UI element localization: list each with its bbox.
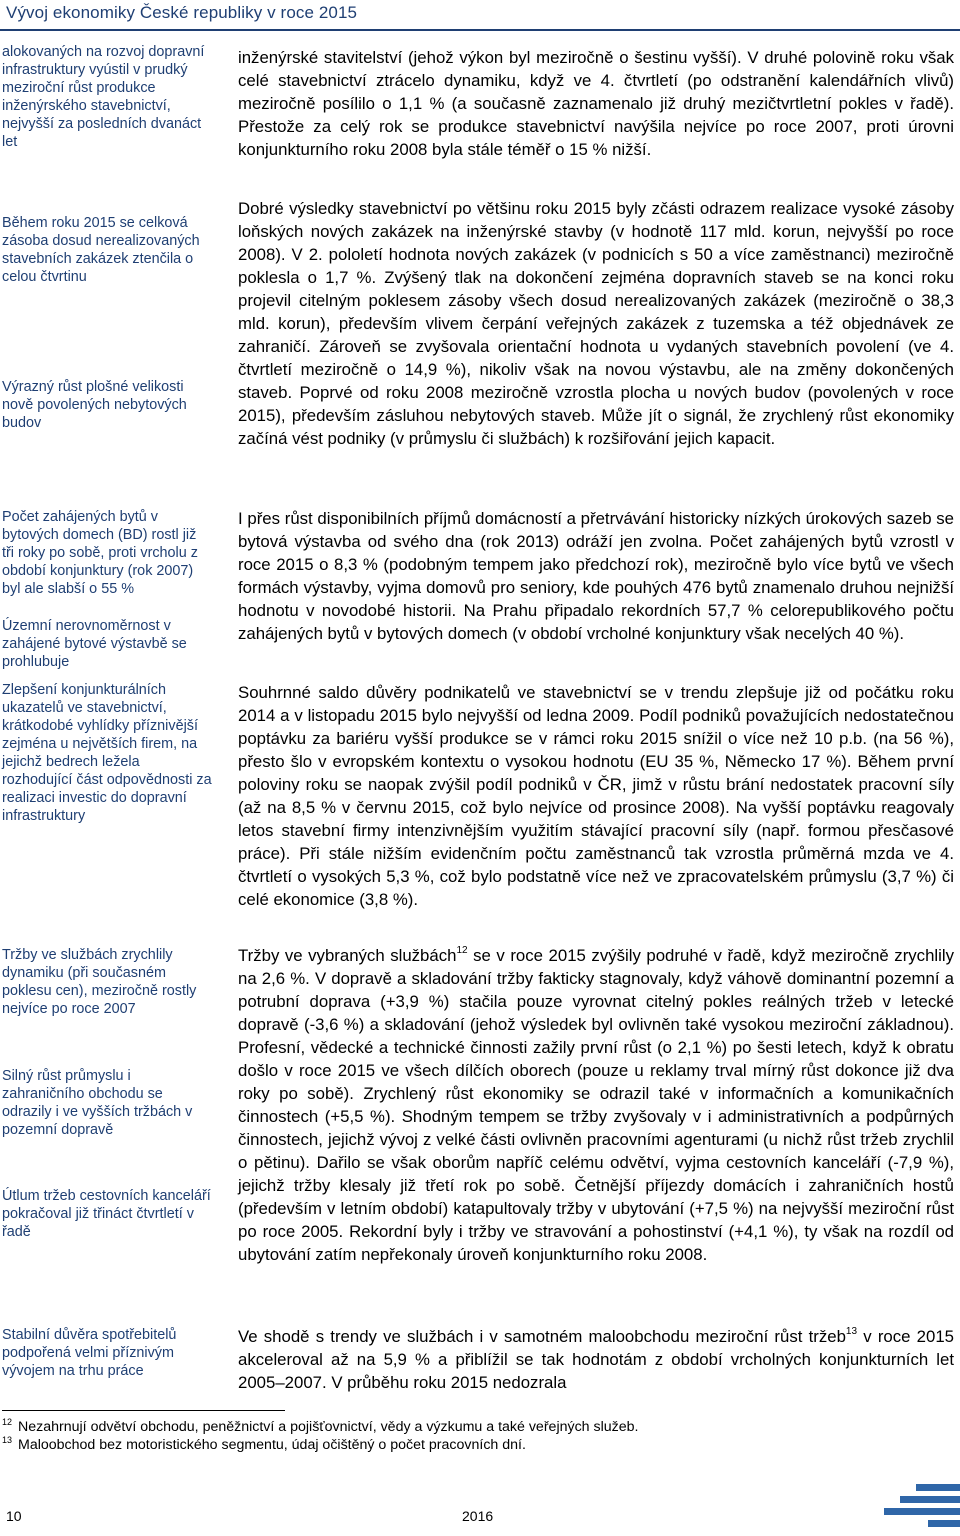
paragraph-services: [238, 944, 954, 1266]
paragraph-construction-orders: Dobré výsledky stavebnictví po většinu roku 2015 byly zčásti odrazem realizace vysoké zásoby loňských nových zakázek na inženýrské stavby (v hodnotě 117 mld. korun, nejvyšší po roce 2008). V 2. pololetí hodnota nových zakázek (v podnicích s 50 a více zaměstnanci) meziročně poklesla o 1,7 %. Zvýšený tlak na dokončení zejména dopravních staveb se na konci roku projevil citelným poklesem zásoby všech dosud nerealizovaných zakázek (meziročně o 38,3 mld. korun), především vlivem čerpání veřejných zakázek z tuzemska a též objednávek ze zahraničí. Zároveň se zvyšovala orientační hodnota u vydaných stavebních povolení (ve 4. čtvrtletí meziročně o 14,9 %), nikoliv však na novou výstavbu, ale na změny dokončených staveb. Poprvé od roku 2008 meziročně vzrostla plocha u nových budov (povolených v roce 2015), především zásluhou nebytových staveb. Může jít o signál, že zrychlený růst ekonomiky začíná vést podniky (v průmyslu či službách) k rozšiřování jejich kapacit.: [238, 199, 954, 448]
margin-note-land-transport: Silný růst průmyslu i zahraničního obchodu se odrazily i ve vyšších tržbách v pozemní dopravě: [2, 1068, 193, 1138]
footnote-text: Nezahrnují odvětví obchodu, peněžnictví a pojišťovnictví, vědy a výzkumu a také veřejných služeb.: [18, 1419, 639, 1435]
margin-note-regional-disparity: Územní nerovnoměrnost v zahájené bytové výstavbě se prohlubuje: [2, 618, 187, 670]
footnote-number: 12: [2, 1417, 13, 1427]
footnote-number: 13: [2, 1435, 13, 1445]
margin-note-nonresidential: Výrazný růst plošné velikosti nově povolených nebytových budov: [2, 379, 187, 431]
footer-year: 2016: [462, 1508, 494, 1524]
header-rule: [0, 29, 960, 31]
paragraph-housing: I přes růst disponibilních příjmů domácností a přetrvávání historicky nízkých úrokových sazeb se bytová výstavba od svého dna (rok 2013) odráží jen zvolna. Počet zahájených bytů vzrostl v roce 2015 o 8,3 % (podobným tempem jako předchozí rok), meziročně bylo více bytů ve všech formách výstavby, vyjma domovů pro seniory, kde pouhých 476 bytů znamenalo druhou nejnižší hodnotu v novodobé historii. Na Prahu připadalo rekordních 57,7 % celorepublikového počtu zahájených bytů v bytových domech (v období vrcholné konjunktury však necelých 40 %).: [238, 509, 954, 643]
paragraph-retail-text-end: v roce 2015 akceleroval až na 5,9 % a přiblížil se tak hodnotám z období vrcholných konjunkturních let 2005–2007. V průběhu roku 2015 nedozrala: [238, 1327, 955, 1392]
margin-note-travel-agencies: Útlum tržeb cestovních kanceláří pokračoval již třináct čtvrtletí v řadě: [2, 1188, 211, 1240]
margin-note-infrastructure: alokovaných na rozvoj dopravní infrastruktury vyústil v prudký meziroční růst produkce inženýrského stavebnictví, nejvyšší za posledních dvanáct let: [2, 44, 205, 150]
margin-note-dwellings-started: Počet zahájených bytů v bytových domech (BD) rostl již tři roky po sobě, proti vrcholu z období konjunktury (rok 2007) byl ale slabší o 55 %: [2, 509, 198, 597]
running-header: Vývoj ekonomiky České republiky v roce 2015: [6, 3, 358, 22]
footnote-12: [2, 1418, 952, 1436]
margin-note-business-confidence: Zlepšení konjunkturálních ukazatelů ve stavebnictví, krátkodobé vyhlídky příznivější zejména u největších firem, na jejichž bedrech ležela rozhodující část odpovědnosti za realizaci investic do dopravní infrastruktury: [2, 682, 212, 824]
footnote-13: [2, 1436, 952, 1454]
margin-note-consumer-confidence: Stabilní důvěra spotřebitelů podpořená velmi příznivým vývojem na trhu práce: [2, 1327, 177, 1379]
paragraph-business-sentiment: Souhrnné saldo důvěry podnikatelů ve stavebnictví se v trendu zlepšuje již od počátku roku 2014 a v listopadu 2015 bylo nejvyšší od ledna 2009. Podíl podniků považujících nedostatečnou poptávku za bariéru vyšší produkce se v rámci roku 2015 snížil o více než 10 p.b. (na 56 %), přesto šlo v evropském kontextu o vysokou hodnotu (EU 35 %, Německo 17 %). Během první poloviny roku se naopak zvýšil podíl podniků v ČR, jimž v růstu brání nedostatek pracovní síly (až na 8,5 % v červnu 2015, což bylo nejvíce od prosince 2008). Na vyšší poptávku reagovaly letos stavební firmy intenzivnějším využitím stávající pracovní síly (např. formou přesčasové práce). Při stále nižším evidenčním počtu zaměstnanců tak vzrostla průměrná mzda ve 4. čtvrtletí o vysokých 5,3 %, což bylo podstatně více než ve zpracovatelském průmyslu (3,7 %) či celé ekonomice (3,8 %).: [238, 683, 954, 909]
paragraph-services-text-start: Tržby ve vybraných službách: [238, 946, 457, 965]
paragraph-retail: [238, 1325, 954, 1394]
page-number: 10: [6, 1508, 22, 1524]
paragraph-services-text-end: se v roce 2015 zvýšily podruhé v řadě, když meziročně zrychlily na 2,6 %. V dopravě a skladování tržby fakticky stagnovaly, když váhově dominantní pozemní a potrubní doprava (+3,9 %) stačila pouze vyrovnat citelný pokles reálných tržeb v letecké dopravě (-3,6 %) a skladování (jehož výsledek byl ovlivněn také vysokou meziroční základnou). Profesní, vědecké a technické činnosti zažily první růst (o 2,1 %) po šesti letech, když k obratu došlo v roce 2015 ve všech dílčích oborech (pouze u reklamy trval mírný růst dokonce již dva roky po sobě). Zrychlený růst ekonomiky se odrazil také v informačních a komunikačních činnostech (+5,5 %). Shodným tempem se tržby zvyšovaly v i administrativních a podpůrných činnostech, jejichž vývoj z velké části ovlivněn pracovními agenturami (u nichž růst tržeb zrychlil o pětinu). Dařilo se však oborům napříč celému odvětví, vyjma cestovních kanceláří (-7,9 %), jejichž tržby klesaly již třetí rok po sobě. Četnější příjezdy domácích i zahraničních hostů (především v letním období) katapultovaly tržby v ubytování (+7,5 %) na nejvyšší meziroční růst po roce 2005. Rekordní byly i tržby ve stravování a pohostinství (+4,1 %), ty však na rozdíl od ubytování zatím nepřekonaly úroveň konjunkturního roku 2008.: [238, 946, 954, 1264]
footnote-rule: [2, 1410, 285, 1411]
margin-note-services-revenue: Tržby ve službách zrychlily dynamiku (při současném poklesu cen), meziročně rostly nejvíce po roce 2007: [2, 947, 197, 1017]
footnote-text: Maloobchod bez motoristického segmentu, údaj očištěný o počet pracovních dní.: [18, 1437, 526, 1453]
footnote-ref-12[interactable]: 12: [456, 945, 468, 956]
margin-note-order-backlog: Během roku 2015 se celková zásoba dosud nerealizovaných stavebních zakázek ztenčila o celou čtvrtinu: [2, 215, 200, 285]
footnote-ref-13[interactable]: 13: [845, 1326, 858, 1337]
paragraph-construction-output: inženýrské stavitelství (jehož výkon byl meziročně o šestinu vyšší). V druhé polovině roku však celé stavebnictví ztrácelo dynamiku, když ve 4. čtvrtletí (po odstranění kalendářních vlivů) meziročně posílilo o 1,1 % (a současně zaznamenalo již druhý mezičtvrtletní pokles v řadě). Přestože za celý rok se produkce stavebnictví navýšila nejvíce po roce 2007, proti úrovni konjunkturního roku 2008 byla stále téměř o 15 % nižší.: [238, 48, 954, 159]
czso-logo-icon: [872, 1476, 960, 1536]
paragraph-retail-text-start: Ve shodě s trendy ve službách i v samotném maloobchodu meziroční růst tržeb: [238, 1327, 846, 1346]
